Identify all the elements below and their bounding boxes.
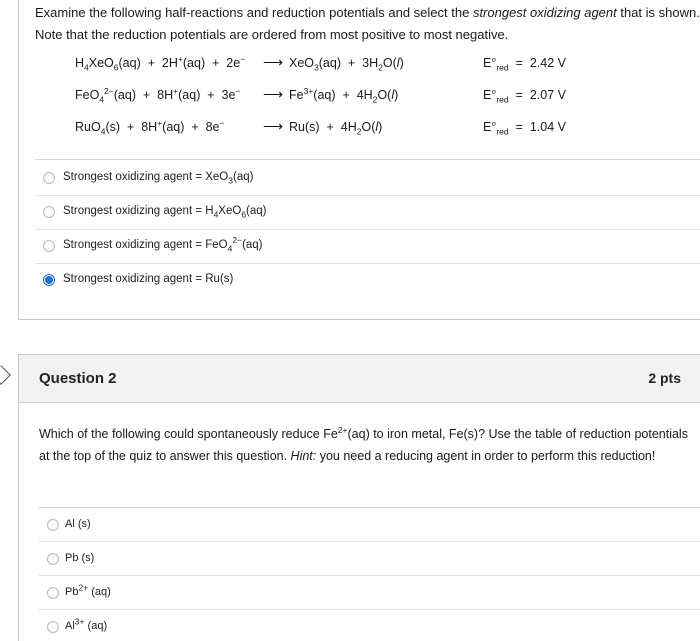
answer-option-1[interactable] <box>19 162 700 196</box>
hint-label: Hint: <box>290 449 317 463</box>
reaction-arrow-icon: ⟶ <box>263 54 284 70</box>
reduction-potential: $E^\circ_{red} = 1.04$ V <box>483 120 566 137</box>
question-points: 2 pts <box>648 370 681 386</box>
answer-option-4[interactable] <box>19 610 700 641</box>
products: $Ru(s) + 4H_2O(l)$ <box>289 120 383 137</box>
reactants: $H_4XeO_6(aq) + 2H^+(aq) + 2e^-$ <box>75 53 246 73</box>
question-2-card <box>18 354 700 641</box>
question-2-header <box>19 355 700 403</box>
answer-option-3[interactable] <box>19 230 700 264</box>
answer-option-label: Strongest oxidizing agent = XeO$_3$(aq) <box>63 171 254 186</box>
answer-option-4[interactable] <box>19 264 700 298</box>
answer-option-label: $Al^{3+}$ (aq) <box>65 616 108 632</box>
radio-button[interactable] <box>47 587 59 599</box>
question-marker-icon <box>0 365 11 385</box>
answer-option-label: Strongest oxidizing agent = $H_4XeO_6(aq)$ <box>63 205 267 220</box>
reduction-potential: $E^\circ_{red} = 2.07$ V <box>483 88 566 105</box>
question-title: Question 2 <box>39 370 117 387</box>
answer-option-1[interactable] <box>19 508 700 542</box>
question-1-card <box>18 0 700 320</box>
radio-button[interactable] <box>43 274 55 286</box>
answer-option-label: Strongest oxidizing agent = FeO$_4^{2-}$(aq) <box>63 235 263 254</box>
answer-option-label: Al (s) <box>65 518 91 530</box>
reactants: RuO$_4$(s) + 8H+(aq) + 8e− <box>75 117 225 137</box>
answer-option-label: Strongest oxidizing agent = Ru(s) <box>63 273 234 285</box>
emphasis-strongest-oxidizing-agent: strongest oxidizing agent <box>472 5 617 20</box>
question-1-prompt: Examine the following half-reactions and reduction potentials and select the strongest oxidizing agent that is shown. Note that the reduction potentials are ordered from most positive to most negative. <box>35 5 700 42</box>
answer-option-label: Pb (s) <box>65 552 95 564</box>
reduction-potential: $E^\circ_{red} = 2.42$ V <box>483 56 566 73</box>
reactants: FeO$_4^{2-}$(aq) + 8H+(aq) + 3e− <box>75 85 241 105</box>
reaction-arrow-icon: ⟶ <box>263 118 284 134</box>
reaction-arrow-icon: ⟶ <box>263 86 284 102</box>
radio-button[interactable] <box>43 240 55 252</box>
answer-option-2[interactable] <box>19 542 700 576</box>
radio-button[interactable] <box>43 206 55 218</box>
radio-button[interactable] <box>47 621 59 633</box>
radio-button[interactable] <box>47 519 59 531</box>
answer-option-label: $Pb^{2+}$ (aq) <box>65 582 111 598</box>
question-2-prompt: Which of the following could spontaneously reduce $Fe^{2+}(aq)$ to iron metal, Fe(s)? Use the table of reduction potentials at the top of the quiz to answer this question. Hint: you need a reducing agent in order to perform this reduction! <box>39 424 688 463</box>
products: $Fe^{3+}(aq) + 4H_2O(l)$ <box>289 85 399 105</box>
answer-option-2[interactable] <box>19 196 700 230</box>
radio-button[interactable] <box>47 553 59 565</box>
divider <box>35 159 700 160</box>
answer-option-3[interactable] <box>19 576 700 610</box>
products: $XeO_3(aq) + 3H_2O(l)$ <box>289 56 404 73</box>
radio-button[interactable] <box>43 172 55 184</box>
